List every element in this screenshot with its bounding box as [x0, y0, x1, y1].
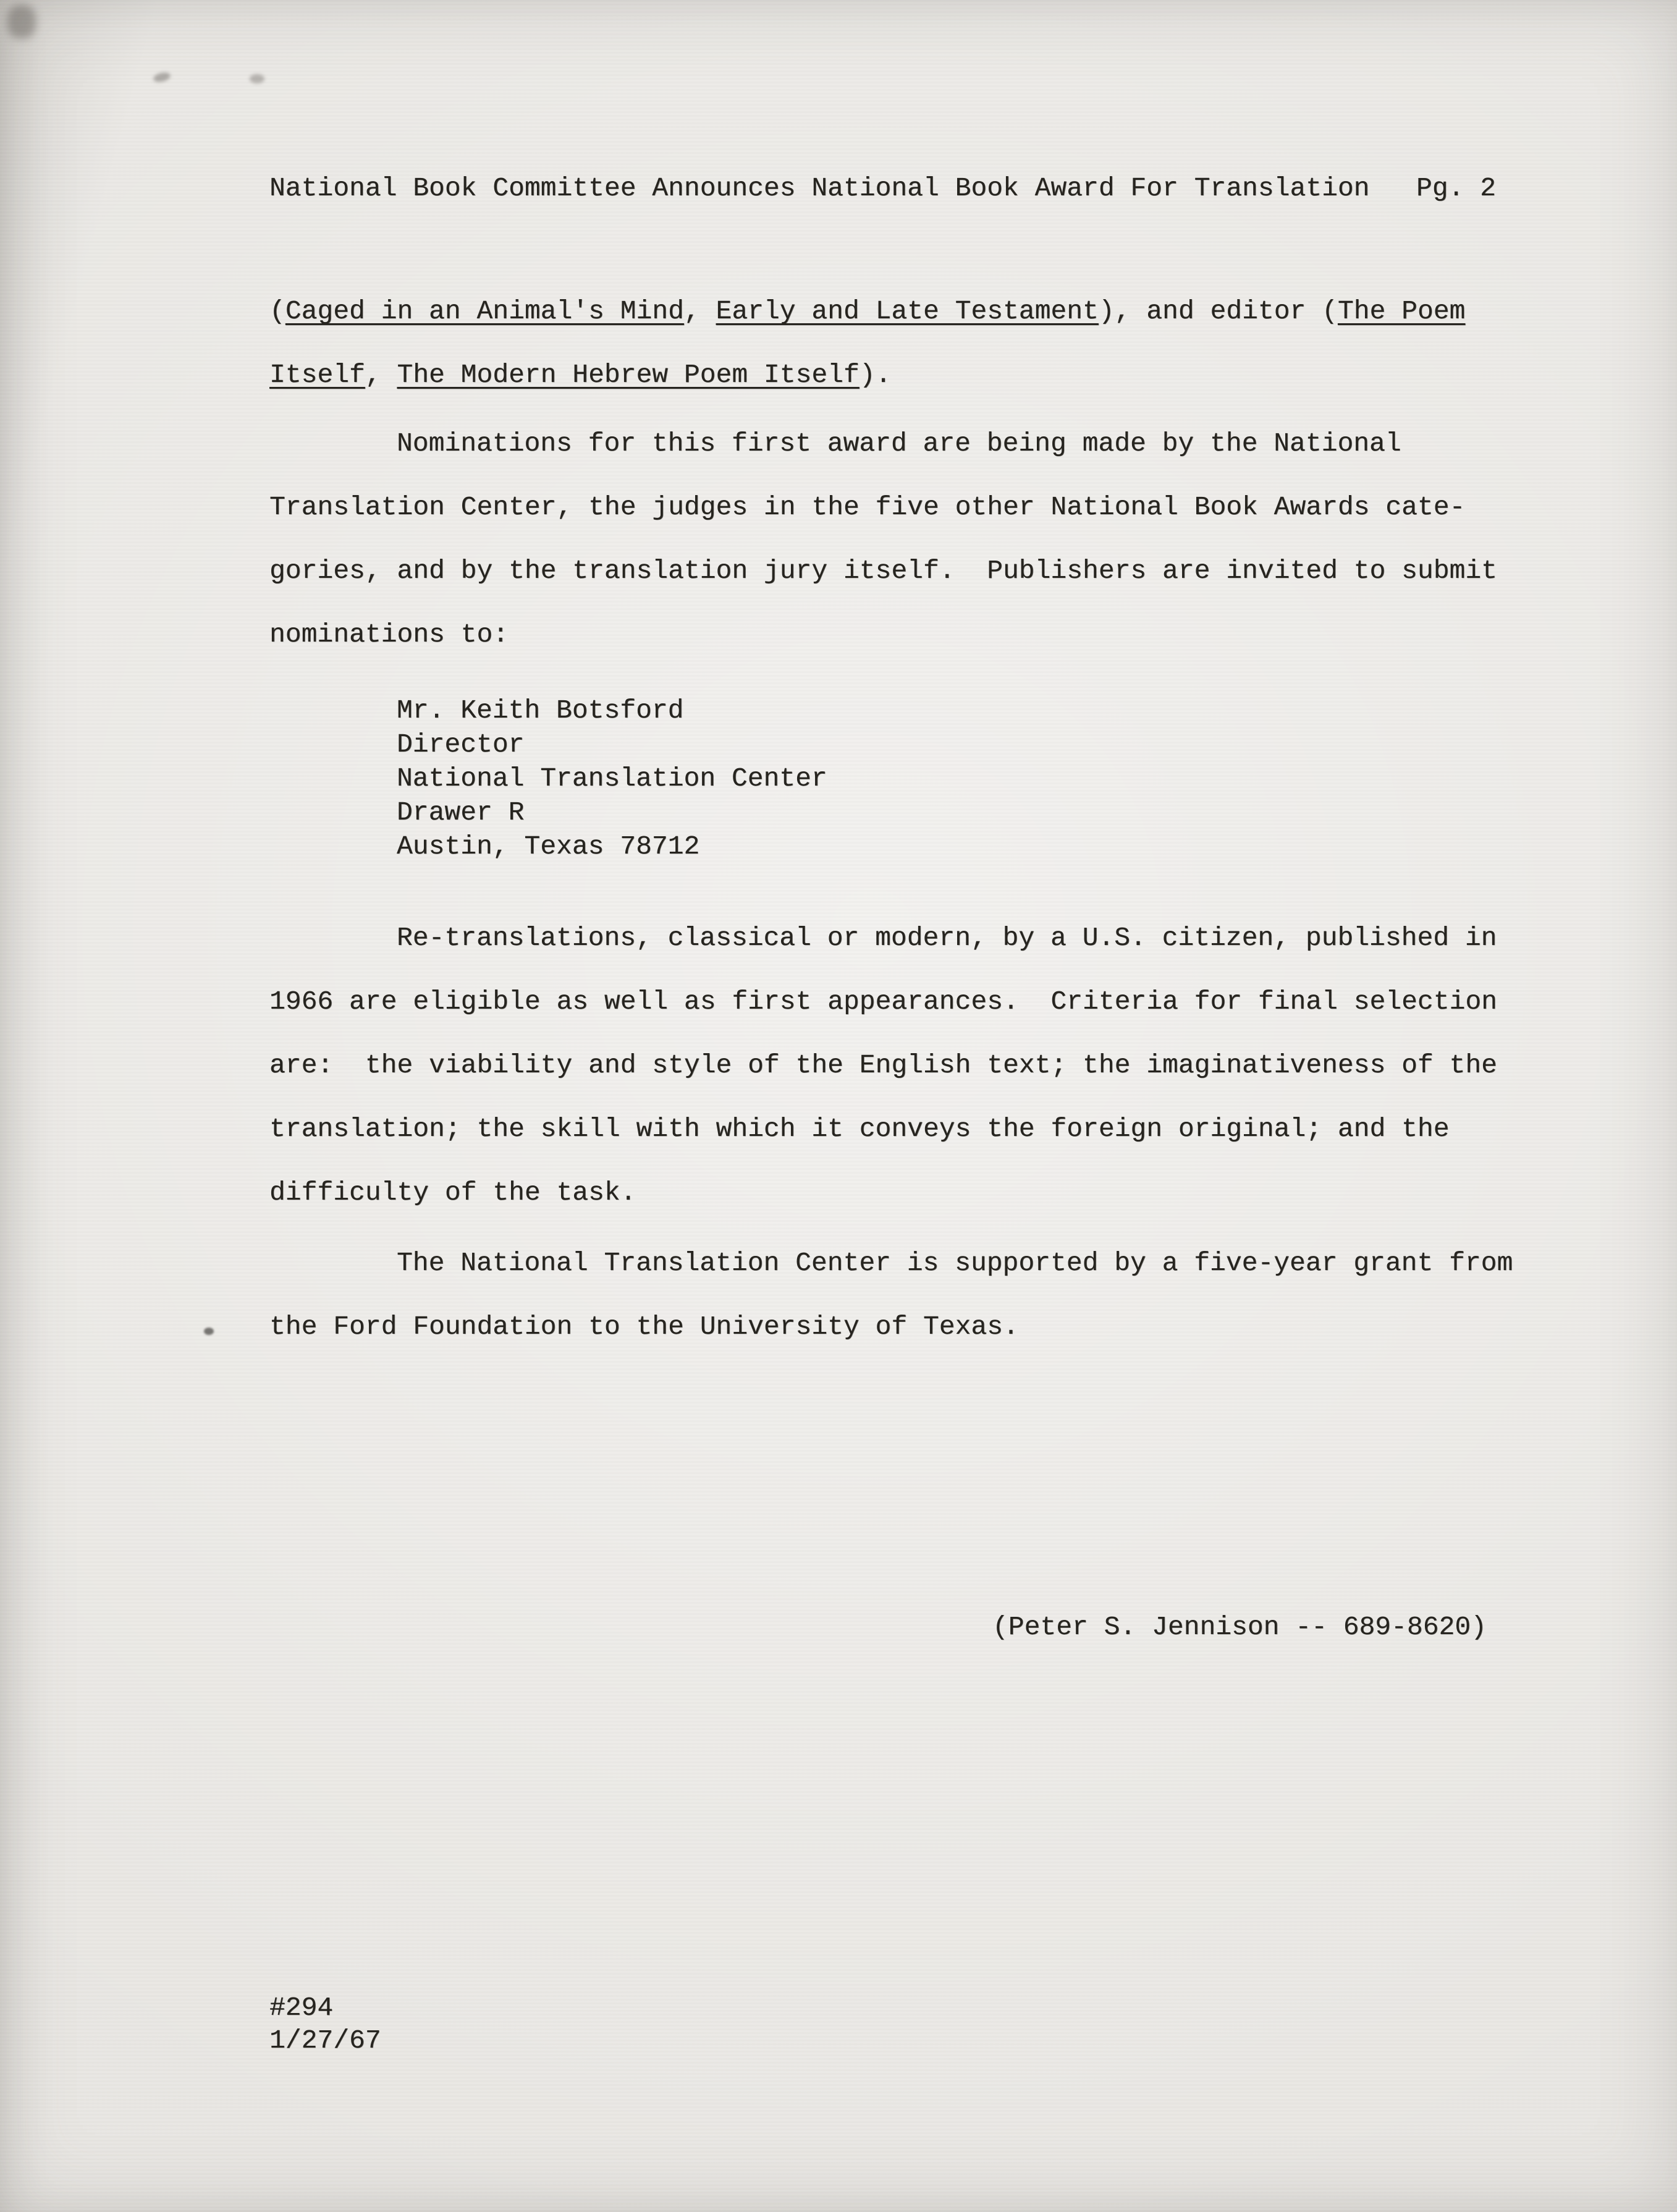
text-line: nominations to:	[269, 619, 509, 650]
book-title-underlined: The Poem	[1337, 296, 1466, 326]
book-title-underlined: The Modern Hebrew Poem Itself	[397, 360, 860, 390]
text-line: Translation Center, the judges in the five other National Book Awards cate-	[269, 492, 1466, 522]
document-title: National Book Committee Announces National Book Award For Translation	[269, 173, 1370, 203]
contact-line: (Peter S. Jennison -- 689-8620)	[992, 1612, 1487, 1642]
address-line: Austin, Texas 78712	[397, 831, 700, 862]
text-segment: ,	[365, 360, 397, 390]
text-line: 1966 are eligible as well as first appearances. Criteria for final selection	[269, 986, 1497, 1017]
address-line: National Translation Center	[397, 763, 827, 794]
page-number: Pg. 2	[1416, 173, 1496, 203]
scan-corner-mark	[7, 5, 36, 38]
text-line: The National Translation Center is supported by a five-year grant from	[397, 1248, 1513, 1278]
book-title-underlined: Itself	[269, 360, 365, 390]
text-line: are: the viability and style of the English text; the imaginativeness of the	[269, 1050, 1497, 1080]
address-line: Mr. Keith Botsford	[397, 695, 684, 726]
address-block	[397, 693, 827, 863]
text-line: Nominations for this first award are being made by the National	[397, 428, 1401, 459]
release-date: 1/27/67	[269, 2025, 381, 2056]
text-line: the Ford Foundation to the University of Texas.	[269, 1312, 1019, 1342]
release-number: #294	[269, 1993, 334, 2023]
page-header	[269, 173, 1496, 203]
paragraph-nominations	[269, 412, 1497, 666]
text-line	[269, 343, 1465, 407]
text-line	[269, 279, 1465, 343]
scan-smudge	[153, 71, 172, 83]
scan-smudge	[250, 74, 264, 83]
paragraph-book-titles	[269, 279, 1465, 407]
paragraph-eligibility	[269, 906, 1497, 1224]
text-line: gories, and by the translation jury itself. Publishers are invited to submit	[269, 556, 1497, 586]
text-segment: (	[269, 296, 285, 326]
text-line: translation; the skill with which it conveys the foreign original; and the	[269, 1114, 1450, 1144]
text-line: Re-translations, classical or modern, by a U.S. citizen, published in	[397, 923, 1497, 953]
book-title-underlined: Early and Late Testament	[716, 296, 1099, 326]
book-title-underlined: Caged in an Animal's Mind	[285, 296, 684, 326]
text-segment: ).	[859, 360, 892, 390]
text-segment: ,	[683, 296, 716, 326]
paragraph-funding	[269, 1231, 1513, 1358]
footer	[269, 1991, 381, 2057]
address-line: Director	[397, 729, 525, 760]
text-line: difficulty of the task.	[269, 1177, 636, 1208]
address-line: Drawer R	[397, 797, 525, 828]
text-segment: ), and editor (	[1098, 296, 1338, 326]
ink-spot	[204, 1328, 214, 1335]
